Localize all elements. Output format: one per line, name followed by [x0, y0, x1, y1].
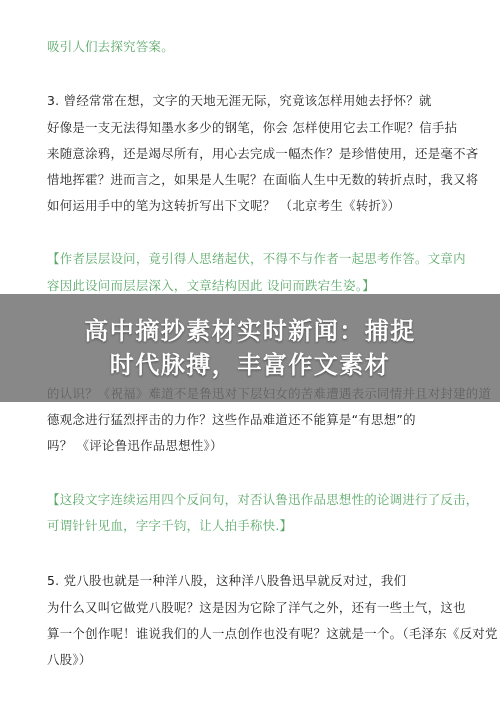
text-line: 为什么又叫它做党八股呢？这是因为它除了洋气之外，还有一些土气，这也: [47, 600, 466, 615]
text-line: 吗？ 《评论鲁迅作品思想性》）: [47, 438, 223, 453]
annotation-line: 【作者层层设问，竟引得人思绪起伏，不得不与作者一起思考作答。文章内: [47, 251, 466, 266]
text-line: 惜地挥霍？进而言之，如果是人生呢？在面临人生中无数的转折点时，我又将: [47, 172, 479, 187]
annotation-line: 容因此设问而层层深入，文章结构因此 设问而跌宕生姿。】: [47, 278, 375, 293]
headline-banner: [0, 294, 500, 402]
headline-line-1: 高中摘抄素材实时新闻：捕捉: [84, 317, 416, 345]
text-line: 3. 曾经常常在想，文字的天地无涯无际，究竟该怎样用她去抒怀？就: [47, 93, 432, 108]
text-line: 好像是一支无法得知墨水多少的钢笔，你会 怎样使用它去工作呢？信手拈: [47, 120, 458, 135]
headline-line-2: 时代脉搏，丰富作文素材: [109, 351, 391, 379]
text-line: 5. 党八股也就是一种洋八股，这种洋八股鲁迅早就反对过，我们: [47, 573, 407, 588]
text-line: 来随意涂鸦，还是竭尽所有，用心去完成一幅杰作？是珍惜使用，还是毫不吝: [47, 146, 479, 161]
annotation-line: 可谓针针见血，字字千钧，让人拍手称快.】: [47, 518, 293, 533]
text-line: 吸引人们去探究答案。: [47, 39, 174, 54]
text-line: 算一个创作呢！谁说我们的人一点创作也没有呢？这就是一个。（毛泽东《反对党: [47, 626, 498, 641]
text-line: 八股》）: [47, 652, 92, 667]
text-line: 德观念进行猛烈抨击的力作？这些作品难道还不能算是“有思想”的: [47, 412, 416, 427]
annotation-line: 【这段文字连续运用四个反问句，对否认鲁迅作品思想性的论调进行了反击，: [47, 492, 479, 507]
text-line: 如何运用手中的笔为这转折写出下文呢？ （北京考生《转折》）: [47, 198, 401, 213]
